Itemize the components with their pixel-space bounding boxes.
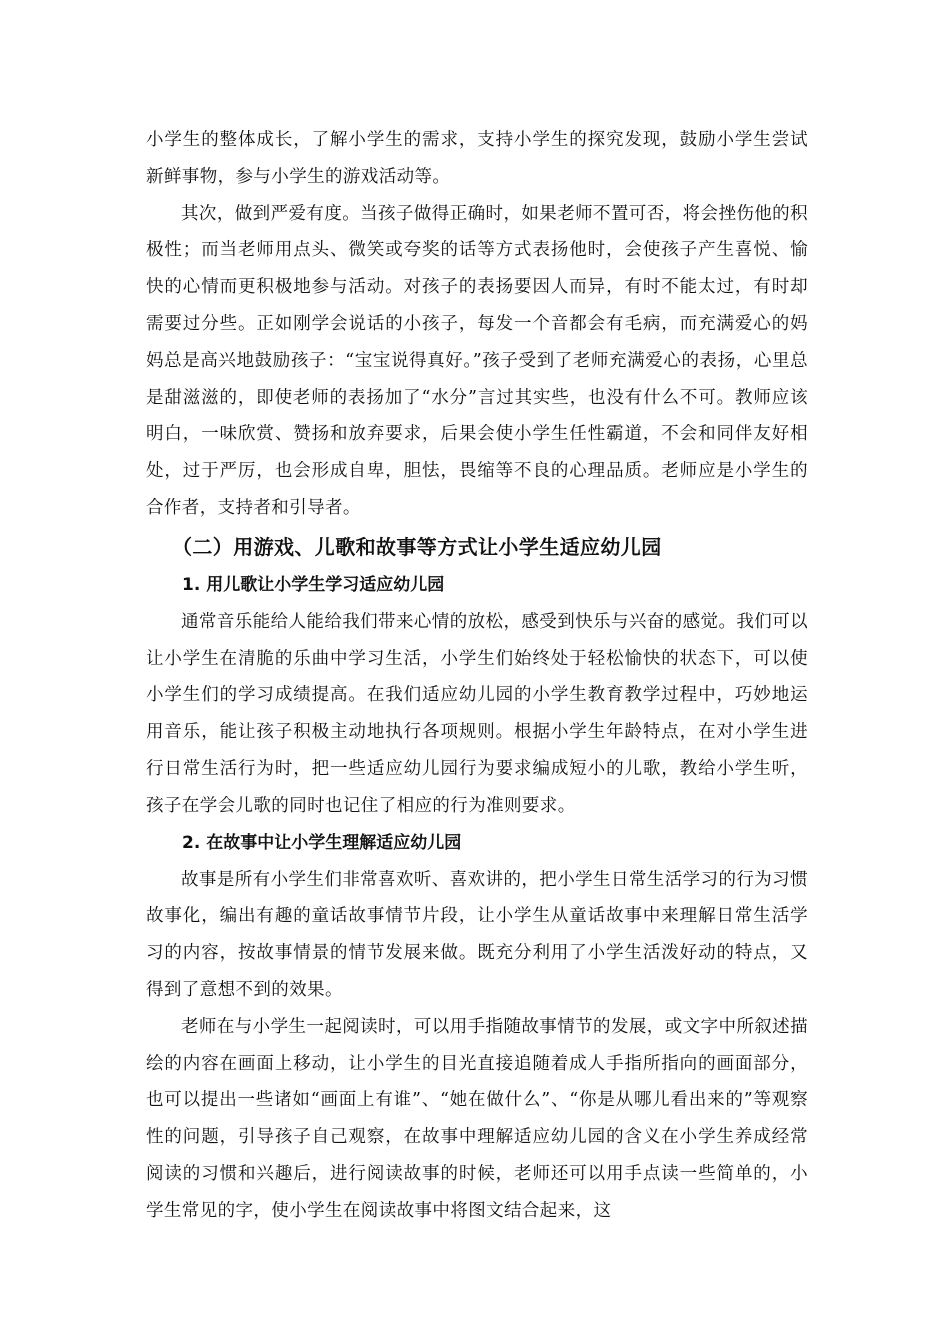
paragraph-reading: 老师在与小学生一起阅读时，可以用手指随故事情节的发展，或文字中所叙述描绘的内容在画面上移动，让小学生的目光直接追随着成人手指所指向的画面部分，也可以提出一些诸如“画面上有谁”、“她在做什么”、“你是从哪儿看出来的”等观察性的问题，引导孩子自己观察，在故事中理解适应幼儿园的含义在小学生养成经常阅读的习惯和兴趣后，进行阅读故事的时候，老师还可以用手点读一些简单的，小学生常见的字，使小学生在阅读故事中将图文结合起来，这 <box>146 1016 808 1221</box>
paragraph-continued: 小学生的整体成长，了解小学生的需求，支持小学生的探究发现，鼓励小学生尝试新鲜事物，参与小学生的游戏活动等。 <box>146 130 808 187</box>
section-heading: （二）用游戏、儿歌和故事等方式让小学生适应幼儿园 <box>172 534 662 559</box>
paragraph-stories: 故事是所有小学生们非常喜欢听、喜欢讲的，把小学生日常生活学习的行为习惯故事化，编出有趣的童话故事情节片段，让小学生从童话故事中来理解日常生活学习的内容，按故事情景的情节发展来做。既充分利用了小学生活泼好动的特点，又得到了意想不到的效果。 <box>146 869 808 1000</box>
subsection-heading-nursery-rhymes: 1. 用儿歌让小学生学习适应幼儿园 <box>182 574 445 595</box>
paragraph-strict-love: 其次，做到严爱有度。当孩子做得正确时，如果老师不置可否，将会挫伤他的积极性；而当老师用点头、微笑或夸奖的话等方式表扬他时，会使孩子产生喜悦、愉快的心情而更积极地参与活动。对孩子的表扬要因人而异，有时不能太过，有时却需要过分些。正如刚学会说话的小孩子，每发一个音都会有毛病，而充满爱心的妈妈总是高兴地鼓励孩子：“宝宝说得真好。”孩子受到了老师充满爱心的表扬，心里总是甜滋滋的，即使老师的表扬加了“水分”言过其实些，也没有什么不可。教师应该明白，一味欣赏、赞扬和放弃要求，后果会使小学生任性霸道，不会和同伴友好相处，过于严厉，也会形成自卑，胆怯，畏缩等不良的心理品质。老师应是小学生的合作者，支持者和引导者。 <box>146 203 808 518</box>
paragraph-music: 通常音乐能给人能给我们带来心情的放松，感受到快乐与兴奋的感觉。我们可以让小学生在清脆的乐曲中学习生活，小学生们始终处于轻松愉快的状态下，可以使小学生们的学习成绩提高。在我们适应幼儿园的小学生教育教学过程中，巧妙地运用音乐，能让孩子积极主动地执行各项规则。根据小学生年龄特点，在对小学生进行日常生活行为时，把一些适应幼儿园行为要求编成短小的儿歌，教给小学生听，孩子在学会儿歌的同时也记住了相应的行为准则要求。 <box>146 611 808 816</box>
document-body <box>146 122 808 1230</box>
subsection-heading-stories: 2. 在故事中让小学生理解适应幼儿园 <box>182 832 462 853</box>
